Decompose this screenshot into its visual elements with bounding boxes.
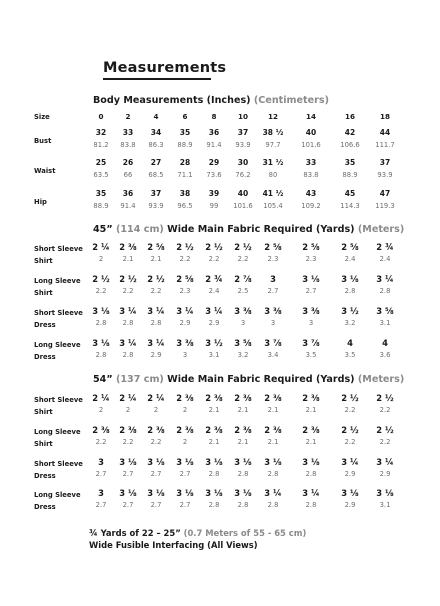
garment-type: Dress xyxy=(34,503,56,511)
yard-value: 3 ⅛ xyxy=(264,457,282,467)
inch-value: 34 xyxy=(150,128,162,137)
meter-value: 2.2 xyxy=(95,287,107,295)
size-value: 2 xyxy=(125,112,131,121)
interfacing-note-line1 xyxy=(89,528,306,538)
garment-type: Shirt xyxy=(34,408,53,416)
cm-value: 80 xyxy=(268,171,278,179)
fabric-row xyxy=(0,393,440,423)
page-title: Measurements xyxy=(103,60,227,76)
meter-value: 2.2 xyxy=(150,438,162,446)
yard-value: 3 ¼ xyxy=(341,457,359,467)
yard-value: 3 ⅜ xyxy=(302,306,320,316)
yard-value: 2 ⅜ xyxy=(147,425,165,435)
meter-value: 2.8 xyxy=(122,319,134,327)
yard-value: 2 ⅜ xyxy=(205,393,223,403)
yard-value: 2 ⅜ xyxy=(234,393,252,403)
meter-value: 2.1 xyxy=(267,406,279,414)
inch-value: 25 xyxy=(95,158,107,167)
yard-value: 2 ⅜ xyxy=(264,393,282,403)
fabric-45-heading: Wide Main Fabric Required (Yards) xyxy=(167,224,355,235)
garment-type: Shirt xyxy=(34,440,53,448)
yard-value: 2 ⅜ xyxy=(302,393,320,403)
size-label: Size xyxy=(34,113,50,121)
inch-value: 32 xyxy=(95,128,107,137)
meter-value: 2.8 xyxy=(379,287,391,295)
body-row xyxy=(0,189,440,219)
interfacing-yards: ¾ Yards of 22 – 25” xyxy=(89,528,181,538)
meter-value: 2.7 xyxy=(95,470,107,478)
meter-value: 2 xyxy=(98,255,104,263)
yard-value: 2 ⅞ xyxy=(234,274,252,284)
fabric-54-title xyxy=(93,374,404,385)
yard-value: 2 ¾ xyxy=(376,242,394,252)
yard-value: 3 ⅝ xyxy=(234,338,252,348)
inch-value: 40 xyxy=(237,189,249,198)
cm-value: 91.4 xyxy=(206,141,222,149)
cm-value: 88.9 xyxy=(93,202,109,210)
meter-value: 3 xyxy=(270,319,276,327)
inch-value: 45 xyxy=(344,189,356,198)
meter-value: 2.2 xyxy=(122,287,134,295)
meter-value: 2.7 xyxy=(305,287,317,295)
inch-value: 43 xyxy=(305,189,317,198)
interfacing-note-line2: Wide Fusible Interfacing (All Views) xyxy=(89,540,258,550)
yard-value: 2 ⅝ xyxy=(264,242,282,252)
inch-value: 44 xyxy=(379,128,391,137)
inch-value: 36 xyxy=(122,189,134,198)
yard-value: 3 ¼ xyxy=(176,306,194,316)
meter-value: 2.3 xyxy=(179,287,191,295)
fabric-row xyxy=(0,457,440,487)
yard-value: 2 ¼ xyxy=(147,393,165,403)
yard-value: 3 ⅛ xyxy=(92,306,110,316)
body-row-label: Bust xyxy=(34,137,52,145)
meter-value: 2.8 xyxy=(150,319,162,327)
interfacing-meters: (0.7 Meters of 55 - 65 cm) xyxy=(183,528,307,538)
yard-value: 3 ¼ xyxy=(302,488,320,498)
meter-value: 2.2 xyxy=(344,438,356,446)
fabric-45-title xyxy=(93,224,404,235)
yard-value: 3 ⅜ xyxy=(264,306,282,316)
meter-value: 2.8 xyxy=(305,501,317,509)
meter-value: 2.2 xyxy=(179,255,191,263)
meter-value: 2.1 xyxy=(237,406,249,414)
yard-value: 3 ⅛ xyxy=(176,457,194,467)
yard-value: 3 ⅛ xyxy=(302,274,320,284)
yard-value: 3 ¼ xyxy=(119,338,137,348)
cm-value: 66 xyxy=(123,171,133,179)
garment-label: Short Sleeve xyxy=(34,396,83,404)
cm-value: 109.2 xyxy=(301,202,321,210)
cm-value: 96.5 xyxy=(177,202,193,210)
yard-value: 3 ⅜ xyxy=(176,338,194,348)
garment-label: Long Sleeve xyxy=(34,341,81,349)
yard-value: 3 ¼ xyxy=(205,306,223,316)
fabric-54-width-cm: (137 cm) xyxy=(116,374,164,385)
meter-value: 2.7 xyxy=(122,470,134,478)
size-value: 16 xyxy=(344,112,355,121)
garment-type: Dress xyxy=(34,321,56,329)
meter-value: 2.8 xyxy=(344,287,356,295)
garment-label: Long Sleeve xyxy=(34,428,81,436)
meter-value: 2.8 xyxy=(95,319,107,327)
cm-value: 86.3 xyxy=(148,141,164,149)
meter-value: 2 xyxy=(98,406,104,414)
yard-value: 3 ¼ xyxy=(147,338,165,348)
cm-value: 111.7 xyxy=(375,141,395,149)
meter-value: 2 xyxy=(153,406,159,414)
meter-value: 2.7 xyxy=(150,470,162,478)
inch-value: 41 ½ xyxy=(262,189,284,198)
yard-value: 3 ⅛ xyxy=(205,488,223,498)
meter-value: 2 xyxy=(182,438,188,446)
inch-value: 36 xyxy=(208,128,220,137)
yard-value: 2 ¼ xyxy=(119,393,137,403)
yard-value: 3 ½ xyxy=(341,306,359,316)
meter-value: 2.1 xyxy=(267,438,279,446)
yard-value: 3 ⅛ xyxy=(234,488,252,498)
yard-value: 3 ⅞ xyxy=(302,338,320,348)
meter-value: 3 xyxy=(240,319,246,327)
meter-value: 2.3 xyxy=(267,255,279,263)
meter-value: 3.5 xyxy=(344,351,356,359)
inch-value: 39 xyxy=(208,189,220,198)
cm-value: 71.1 xyxy=(177,171,193,179)
yard-value: 2 ⅜ xyxy=(119,242,137,252)
yard-value: 3 ⅛ xyxy=(376,488,394,498)
inch-value: 31 ½ xyxy=(262,158,284,167)
yard-value: 3 ⅛ xyxy=(205,457,223,467)
yard-value: 2 ½ xyxy=(376,393,394,403)
meter-value: 3 xyxy=(308,319,314,327)
meter-value: 2.9 xyxy=(208,319,220,327)
garment-label: Long Sleeve xyxy=(34,491,81,499)
meter-value: 2.1 xyxy=(305,406,317,414)
yard-value: 3 xyxy=(98,488,104,498)
fabric-row xyxy=(0,274,440,304)
meter-value: 2.2 xyxy=(122,438,134,446)
body-row-label: Hip xyxy=(34,198,47,206)
cm-value: 97.7 xyxy=(265,141,281,149)
size-value: 12 xyxy=(267,112,278,121)
body-title-alt: (Centimeters) xyxy=(253,95,329,106)
cm-value: 101.6 xyxy=(233,202,253,210)
meter-value: 3.6 xyxy=(379,351,391,359)
cm-value: 99 xyxy=(209,202,219,210)
meter-value: 2.8 xyxy=(208,470,220,478)
garment-type: Shirt xyxy=(34,289,53,297)
meter-value: 2.7 xyxy=(122,501,134,509)
fabric-54-unit: (Meters) xyxy=(357,374,405,385)
yard-value: 2 ⅝ xyxy=(147,242,165,252)
yard-value: 3 ¼ xyxy=(264,488,282,498)
inch-value: 40 xyxy=(305,128,317,137)
yard-value: 2 ⅜ xyxy=(176,393,194,403)
yard-value: 3 ⅛ xyxy=(147,457,165,467)
meter-value: 2 xyxy=(125,406,131,414)
size-value: 6 xyxy=(182,112,188,121)
yard-value: 3 ¼ xyxy=(376,274,394,284)
cm-value: 101.6 xyxy=(301,141,321,149)
meter-value: 2.8 xyxy=(95,351,107,359)
body-row-label: Waist xyxy=(34,167,56,175)
yard-value: 2 ¼ xyxy=(92,393,110,403)
cm-value: 119.3 xyxy=(375,202,395,210)
fabric-row xyxy=(0,242,440,272)
meter-value: 3.1 xyxy=(379,319,391,327)
fabric-row xyxy=(0,488,440,518)
yard-value: 3 xyxy=(98,457,104,467)
meter-value: 2.7 xyxy=(179,501,191,509)
yard-value: 2 ½ xyxy=(119,274,137,284)
meter-value: 2.1 xyxy=(150,255,162,263)
yard-value: 3 ⅛ xyxy=(234,457,252,467)
meter-value: 3.2 xyxy=(344,319,356,327)
yard-value: 2 ⅜ xyxy=(234,425,252,435)
cm-value: 91.4 xyxy=(120,202,136,210)
meter-value: 2.2 xyxy=(344,406,356,414)
meter-value: 2.2 xyxy=(237,255,249,263)
garment-type: Dress xyxy=(34,472,56,480)
yard-value: 2 ½ xyxy=(147,274,165,284)
inch-value: 38 xyxy=(179,189,191,198)
yard-value: 4 xyxy=(382,338,388,348)
inch-value: 35 xyxy=(95,189,107,198)
yard-value: 3 ⅝ xyxy=(376,306,394,316)
meter-value: 2.7 xyxy=(179,470,191,478)
yard-value: 2 ⅜ xyxy=(264,425,282,435)
yard-value: 2 ⅜ xyxy=(119,425,137,435)
meter-value: 2.1 xyxy=(305,438,317,446)
yard-value: 3 ⅛ xyxy=(147,488,165,498)
inch-value: 30 xyxy=(237,158,249,167)
size-value: 18 xyxy=(379,112,390,121)
inch-value: 37 xyxy=(150,189,162,198)
inch-value: 42 xyxy=(344,128,356,137)
meter-value: 2.8 xyxy=(267,501,279,509)
cm-value: 88.9 xyxy=(177,141,193,149)
yard-value: 3 xyxy=(270,274,276,284)
size-value: 8 xyxy=(211,112,217,121)
yard-value: 2 ½ xyxy=(205,242,223,252)
yard-value: 2 ½ xyxy=(176,242,194,252)
meter-value: 2.5 xyxy=(237,287,249,295)
yard-value: 3 ⅛ xyxy=(302,457,320,467)
yard-value: 2 ⅜ xyxy=(205,425,223,435)
meter-value: 2.4 xyxy=(344,255,356,263)
meter-value: 2.7 xyxy=(150,501,162,509)
yard-value: 2 ½ xyxy=(376,425,394,435)
meter-value: 2.1 xyxy=(208,406,220,414)
yard-value: 3 ¼ xyxy=(147,306,165,316)
yard-value: 2 ⅜ xyxy=(176,425,194,435)
yard-value: 3 ¼ xyxy=(119,306,137,316)
fabric-row xyxy=(0,306,440,336)
meter-value: 2.3 xyxy=(305,255,317,263)
meter-value: 2.1 xyxy=(208,438,220,446)
body-title-text: Body Measurements (Inches) xyxy=(93,95,251,106)
meter-value: 2.2 xyxy=(208,255,220,263)
inch-value: 27 xyxy=(150,158,162,167)
title-underline xyxy=(103,78,211,80)
cm-value: 105.4 xyxy=(263,202,283,210)
body-measurements-title xyxy=(93,95,329,106)
size-value: 4 xyxy=(153,112,159,121)
inch-value: 35 xyxy=(179,128,191,137)
meter-value: 2.4 xyxy=(208,287,220,295)
meter-value: 2.2 xyxy=(150,287,162,295)
cm-value: 106.6 xyxy=(340,141,360,149)
meter-value: 2.8 xyxy=(237,470,249,478)
yard-value: 3 ¼ xyxy=(376,457,394,467)
inch-value: 38 ½ xyxy=(262,128,284,137)
cm-value: 81.2 xyxy=(93,141,109,149)
yard-value: 2 ⅝ xyxy=(302,242,320,252)
meter-value: 2.7 xyxy=(267,287,279,295)
yard-value: 3 ⅛ xyxy=(119,457,137,467)
inch-value: 47 xyxy=(379,189,391,198)
meter-value: 2.2 xyxy=(95,438,107,446)
size-value: 10 xyxy=(237,112,248,121)
yard-value: 2 ⅜ xyxy=(92,425,110,435)
meter-value: 3.2 xyxy=(237,351,249,359)
meter-value: 2.8 xyxy=(305,470,317,478)
cm-value: 76.2 xyxy=(235,171,251,179)
cm-value: 83.8 xyxy=(303,171,319,179)
inch-value: 37 xyxy=(379,158,391,167)
meter-value: 2.2 xyxy=(379,438,391,446)
meter-value: 2.7 xyxy=(95,501,107,509)
yard-value: 2 ⅜ xyxy=(302,425,320,435)
meter-value: 2.2 xyxy=(379,406,391,414)
yard-value: 3 ⅛ xyxy=(119,488,137,498)
meter-value: 2.9 xyxy=(344,470,356,478)
garment-label: Long Sleeve xyxy=(34,277,81,285)
yard-value: 3 ⅜ xyxy=(234,306,252,316)
yard-value: 2 ¾ xyxy=(205,274,223,284)
yard-value: 3 ⅛ xyxy=(341,488,359,498)
meter-value: 3 xyxy=(182,351,188,359)
fabric-54-heading: Wide Main Fabric Required (Yards) xyxy=(167,374,355,385)
fabric-row xyxy=(0,338,440,368)
cm-value: 93.9 xyxy=(148,202,164,210)
inch-value: 35 xyxy=(344,158,356,167)
inch-value: 33 xyxy=(122,128,134,137)
yard-value: 2 ½ xyxy=(92,274,110,284)
meter-value: 3.4 xyxy=(267,351,279,359)
meter-value: 2.9 xyxy=(344,501,356,509)
cm-value: 93.9 xyxy=(377,171,393,179)
size-value: 14 xyxy=(305,112,316,121)
garment-label: Short Sleeve xyxy=(34,460,83,468)
garment-label: Short Sleeve xyxy=(34,309,83,317)
yard-value: 2 ½ xyxy=(234,242,252,252)
yard-value: 2 ¼ xyxy=(92,242,110,252)
yard-value: 3 ⅛ xyxy=(341,274,359,284)
meter-value: 2.1 xyxy=(122,255,134,263)
meter-value: 3.1 xyxy=(208,351,220,359)
size-value: 0 xyxy=(98,112,104,121)
yard-value: 2 ⅝ xyxy=(176,274,194,284)
body-row xyxy=(0,128,440,158)
meter-value: 2 xyxy=(182,406,188,414)
yard-value: 2 ½ xyxy=(341,393,359,403)
yard-value: 2 ½ xyxy=(341,425,359,435)
body-row xyxy=(0,158,440,188)
meter-value: 2.9 xyxy=(179,319,191,327)
fabric-54-width: 54” xyxy=(93,374,113,385)
meter-value: 3.1 xyxy=(379,501,391,509)
cm-value: 73.6 xyxy=(206,171,222,179)
meter-value: 2.1 xyxy=(237,438,249,446)
inch-value: 28 xyxy=(179,158,191,167)
yard-value: 4 xyxy=(347,338,353,348)
fabric-45-unit: (Meters) xyxy=(357,224,405,235)
fabric-45-width-cm: (114 cm) xyxy=(116,224,164,235)
yard-value: 2 ⅝ xyxy=(341,242,359,252)
cm-value: 83.8 xyxy=(120,141,136,149)
meter-value: 2.9 xyxy=(150,351,162,359)
cm-value: 114.3 xyxy=(340,202,360,210)
inch-value: 29 xyxy=(208,158,220,167)
cm-value: 68.5 xyxy=(148,171,164,179)
garment-label: Short Sleeve xyxy=(34,245,83,253)
meter-value: 2.8 xyxy=(208,501,220,509)
fabric-row xyxy=(0,425,440,455)
yard-value: 3 ⅞ xyxy=(264,338,282,348)
cm-value: 63.5 xyxy=(93,171,109,179)
yard-value: 3 ⅛ xyxy=(92,338,110,348)
cm-value: 93.9 xyxy=(235,141,251,149)
meter-value: 3.5 xyxy=(305,351,317,359)
meter-value: 2.8 xyxy=(122,351,134,359)
fabric-45-width: 45” xyxy=(93,224,113,235)
garment-type: Shirt xyxy=(34,257,53,265)
inch-value: 26 xyxy=(122,158,134,167)
cm-value: 88.9 xyxy=(342,171,358,179)
meter-value: 2.8 xyxy=(237,501,249,509)
meter-value: 2.8 xyxy=(267,470,279,478)
yard-value: 3 ½ xyxy=(205,338,223,348)
yard-value: 3 ⅛ xyxy=(176,488,194,498)
meter-value: 2.9 xyxy=(379,470,391,478)
inch-value: 33 xyxy=(305,158,317,167)
inch-value: 37 xyxy=(237,128,249,137)
meter-value: 2.4 xyxy=(379,255,391,263)
garment-type: Dress xyxy=(34,353,56,361)
